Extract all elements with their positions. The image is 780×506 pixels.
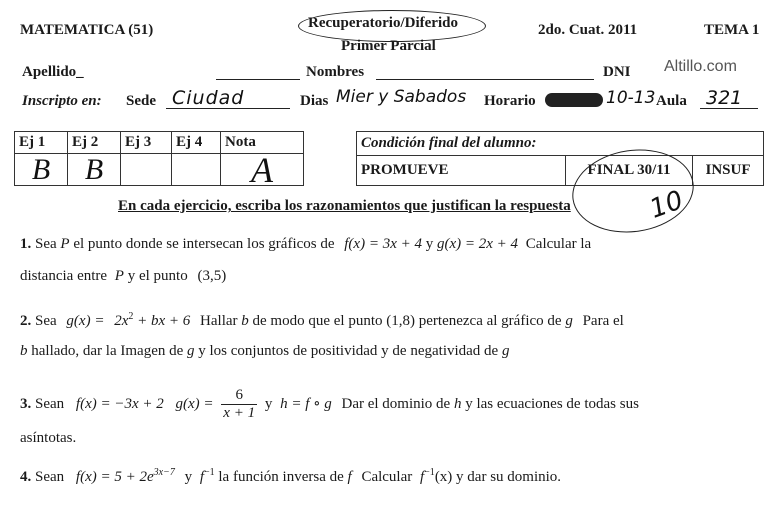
aula-label: Aula xyxy=(656,93,687,109)
exercise-3-text-a: Sean xyxy=(35,395,65,412)
exercise-2-number: 2. xyxy=(20,313,32,329)
dias-label: Dias xyxy=(300,93,329,109)
exercise-4-finv2: f xyxy=(420,469,425,485)
apellido-label: Apellido_ xyxy=(22,64,84,80)
exercise-4-fvar: f xyxy=(347,469,352,485)
handwritten-score: 10 xyxy=(645,185,688,225)
exercise-4-text-a: Sean xyxy=(35,469,65,485)
exercise-2-line2-g2: g xyxy=(501,343,510,359)
horario-label: Horario xyxy=(484,93,536,109)
exercise-2-text-e: Para el xyxy=(582,313,624,329)
grade-value-2: B xyxy=(68,154,121,186)
sede-line xyxy=(166,108,290,109)
exercise-2-bvar: b xyxy=(241,313,249,329)
horario-value: 10-13 xyxy=(606,88,656,108)
exercise-1-point: (3,5) xyxy=(197,268,227,284)
exercise-2-g: g(x) = xyxy=(66,313,105,329)
subject-title: MATEMATICA (51) xyxy=(20,22,154,38)
exercise-1-line2-p: P xyxy=(114,268,124,284)
nombres-line xyxy=(376,79,594,80)
exercise-2-line1 xyxy=(20,311,624,330)
exercise-1-line2-c: y el punto xyxy=(127,268,188,284)
grade-value-3 xyxy=(121,154,172,186)
exam-type: Recuperatorio/Diferido xyxy=(308,15,458,31)
exercise-4-y: y xyxy=(184,469,193,485)
partial-title: Primer Parcial xyxy=(341,38,436,54)
exercise-1-text-c: el punto donde se intersecan los gráficos de xyxy=(73,236,335,252)
exercise-4-f: f(x) = 5 + 2e xyxy=(75,469,154,485)
exercise-1-text-a: Sea xyxy=(35,236,57,252)
grade-header-4: Ej 4 xyxy=(172,132,221,154)
exercise-3-h: h = f ∘ g xyxy=(280,395,332,412)
exercise-1-y: y xyxy=(425,236,434,252)
condicion-insuf: INSUF xyxy=(693,156,764,186)
exercise-4-text-d: (x) y dar su dominio. xyxy=(434,469,562,485)
condicion-final: FINAL 30/11 xyxy=(566,156,693,186)
exercise-2-gvar: g xyxy=(565,313,573,329)
condicion-title: Condición final del alumno: xyxy=(357,132,764,156)
exercise-2-line2 xyxy=(20,343,509,360)
exercise-4-number: 4. xyxy=(20,469,32,485)
exercise-2-line2-text2: y los conjuntos de positividad y de negatividad de xyxy=(198,343,499,359)
term: 2do. Cuat. 2011 xyxy=(538,22,638,38)
scribbled-out-mark xyxy=(545,93,603,107)
exercise-2-text-d: pertenezca al gráfico de xyxy=(418,313,562,329)
exercise-1-f: f(x) = 3x + 4 xyxy=(344,236,422,252)
nombres-label: Nombres xyxy=(306,64,365,80)
dni-label: DNI xyxy=(603,64,631,80)
exercise-1-line1 xyxy=(20,236,591,253)
aula-line xyxy=(700,108,758,109)
exercise-3-frac-num: 6 xyxy=(221,387,257,405)
exercise-3-g: g(x) = xyxy=(175,395,214,412)
exercise-2-text-a: Sea xyxy=(35,313,57,329)
condicion-promueve: PROMUEVE xyxy=(357,156,566,186)
inscripto-label: Inscripto en: xyxy=(22,93,102,109)
exercise-2-line2-b: b xyxy=(20,343,28,359)
watermark: Altillo.com xyxy=(664,58,737,75)
grade-value-nota: A xyxy=(221,154,304,186)
exercise-3-line1 xyxy=(20,387,639,422)
exercise-4-finv2-exp: −1 xyxy=(424,467,435,478)
tema: TEMA 1 xyxy=(704,22,760,38)
exercise-2-line2-text: hallado, dar la Imagen de xyxy=(31,343,184,359)
sede-value: Ciudad xyxy=(172,87,245,109)
exercise-1-p: P xyxy=(60,236,70,252)
exercise-1-g: g(x) = 2x + 4 xyxy=(436,236,519,252)
exercise-1-number: 1. xyxy=(20,236,32,252)
grade-header-2: Ej 2 xyxy=(68,132,121,154)
exercise-2-exp: 2 xyxy=(128,311,134,322)
exercise-1-line2 xyxy=(20,268,226,285)
sede-label: Sede xyxy=(126,93,156,109)
condicion-table xyxy=(356,131,764,186)
grade-header-1: Ej 1 xyxy=(15,132,68,154)
grades-table xyxy=(14,131,304,190)
exercise-3-hvar: h xyxy=(453,395,462,412)
exercise-3-frac-den: x + 1 xyxy=(223,405,256,421)
exercise-2-text-b: Hallar xyxy=(200,313,238,329)
exercise-4-finv-exp: −1 xyxy=(204,467,215,478)
exercise-4-text-b: la función inversa de xyxy=(218,469,344,485)
instruction: En cada ejercicio, escriba los razonamientos que justifican la respuesta xyxy=(118,198,571,214)
exercise-4-line1 xyxy=(20,467,561,486)
exercise-2-point: (1,8) xyxy=(386,313,415,329)
grade-value-1: B xyxy=(15,154,68,186)
exercise-3-number: 3. xyxy=(20,395,32,412)
exercise-2-expr-a: 2x xyxy=(114,313,129,329)
aula-value: 321 xyxy=(706,87,743,109)
exercise-3-text-c: y las ecuaciones de todas sus xyxy=(465,395,639,412)
exercise-4-exp: 3x−7 xyxy=(153,467,175,478)
grade-value-4 xyxy=(172,154,221,186)
exercise-1-line2-a: distancia entre xyxy=(20,268,108,284)
exercise-3-line2: asíntotas. xyxy=(20,430,77,446)
exercise-4-finv: f xyxy=(199,469,204,485)
exercise-3-text-b: Dar el dominio de xyxy=(341,395,451,412)
apellido-line xyxy=(216,79,300,80)
exercise-2-expr-b: + bx + 6 xyxy=(137,313,191,329)
exercise-1-text-d: Calcular la xyxy=(525,236,592,252)
exercise-2-line2-g: g xyxy=(187,343,195,359)
exercise-3-f: f(x) = −3x + 2 xyxy=(75,395,164,412)
grade-header-nota: Nota xyxy=(221,132,304,154)
exercise-2-text-c: de modo que el punto xyxy=(252,313,383,329)
grade-header-3: Ej 3 xyxy=(121,132,172,154)
exercise-4-text-c: Calcular xyxy=(361,469,413,485)
exercise-3-y: y xyxy=(264,395,273,412)
dias-value: Mier y Sabados xyxy=(336,87,467,107)
